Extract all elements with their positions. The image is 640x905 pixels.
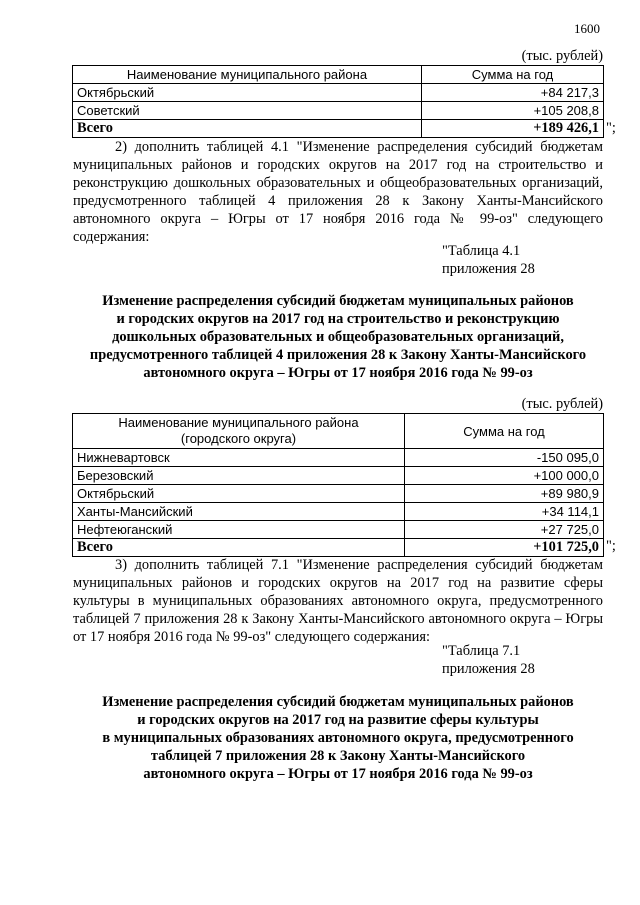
table2-header-value: Сумма на год: [405, 414, 604, 449]
table2-units: (тыс. рублей): [521, 396, 603, 412]
table41-reference-line2: приложения 28: [442, 261, 535, 277]
table2-row-value: +34 114,1: [405, 503, 604, 521]
table2-row-value: +89 980,9: [405, 485, 604, 503]
table1-total-label: Всего: [73, 120, 422, 138]
paragraph-3: [73, 556, 603, 646]
heading41-line: Изменение распределения субсидий бюджетам муниципальных районов: [102, 293, 574, 309]
table-row: [73, 521, 604, 539]
table1-closing-quote: ";: [606, 120, 616, 136]
table-row: [73, 102, 604, 120]
table2-header-name-line1: Наименование муниципального района: [118, 415, 359, 430]
table71-reference: [442, 642, 602, 678]
table1-header-name: Наименование муниципального района: [73, 66, 422, 84]
table1-units: (тыс. рублей): [521, 48, 603, 64]
table2-total-row: [73, 539, 604, 557]
table41-reference: [442, 242, 602, 278]
heading71-line: автономного округа – Югры от 17 ноября 2016 года № 99-оз: [143, 766, 533, 782]
paragraph-2: [73, 138, 603, 246]
table2-row-value: +27 725,0: [405, 521, 604, 539]
heading71-line: таблицей 7 приложения 28 к Закону Ханты-Мансийского: [150, 748, 526, 764]
table1-total-value: +189 426,1: [422, 120, 604, 138]
table2-header-row: [73, 414, 604, 449]
table1-row-name: Октябрьский: [73, 84, 422, 102]
table2-header-name-line2: (городского округа): [180, 431, 297, 446]
table2-row-value: -150 095,0: [405, 449, 604, 467]
table1-row-name: Советский: [73, 102, 422, 120]
heading71-line: Изменение распределения субсидий бюджетам муниципальных районов: [102, 694, 574, 710]
table2-row-name: Нижневартовск: [73, 449, 405, 467]
table1-header-row: [73, 66, 604, 84]
table2-row-value: +100 000,0: [405, 467, 604, 485]
table71-reference-line2: приложения 28: [442, 661, 535, 677]
table2-total-value: +101 725,0: [405, 539, 604, 557]
table2-row-name: Октябрьский: [73, 485, 405, 503]
table2-row-name: Нефтеюганский: [73, 521, 405, 539]
table2: [72, 413, 604, 557]
table1-row-value: +105 208,8: [422, 102, 604, 120]
table71-heading: [72, 693, 604, 783]
table-row: [73, 84, 604, 102]
heading71-line: и городских округов на 2017 год на развитие сферы культуры: [137, 712, 539, 728]
heading41-line: дошкольных образовательных и общеобразовательных организаций,: [112, 329, 564, 345]
table1-row-value: +84 217,3: [422, 84, 604, 102]
heading71-line: в муниципальных образованиях автономного округа, предусмотренного: [102, 730, 574, 746]
table71-reference-line1: "Таблица 7.1: [442, 643, 521, 659]
table2-row-name: Березовский: [73, 467, 405, 485]
paragraph-3-text: 3) дополнить таблицей 7.1 "Изменение распределения субсидий бюджетам муниципальных районов и городских округов на 2017 год на развитие сферы культуры в муниципальных образованиях автономного округа, предусмотренного таблицей 7 приложения 28 к Закону Ханты-Мансийского автономного округа – Югры от 17 ноября 2016 года № 99-оз" следующего содержания:: [73, 557, 603, 645]
table-row: [73, 503, 604, 521]
table-row: [73, 485, 604, 503]
table2-total-label: Всего: [73, 539, 405, 557]
paragraph-2-text: 2) дополнить таблицей 4.1 "Изменение распределения субсидий бюджетам муниципальных районов и городских округов на 2017 год на строительство и реконструкцию дошкольных образовательных и общеобразовательных организаций, предусмотренного таблицей 4 приложения 28 к Закону Ханты-Мансийского автономного округа – Югры от 17 ноября 2016 года № 99-оз" следующего содержания:: [73, 139, 603, 245]
table2-closing-quote: ";: [606, 538, 616, 554]
table-row: [73, 449, 604, 467]
table41-reference-line1: "Таблица 4.1: [442, 243, 521, 259]
table1: [72, 65, 604, 138]
table-row: [73, 467, 604, 485]
table2-header-name: [73, 414, 405, 449]
table41-heading: [72, 292, 604, 382]
heading41-line: предусмотренного таблицей 4 приложения 28 к Закону Ханты-Мансийского: [89, 347, 587, 363]
table1-header-value: Сумма на год: [422, 66, 604, 84]
heading41-line: автономного округа – Югры от 17 ноября 2016 года № 99-оз: [143, 365, 533, 381]
page-number: 1600: [574, 21, 600, 36]
table1-total-row: [73, 120, 604, 138]
heading41-line: и городских округов на 2017 год на строительство и реконструкцию: [116, 311, 560, 327]
table2-row-name: Ханты-Мансийский: [73, 503, 405, 521]
